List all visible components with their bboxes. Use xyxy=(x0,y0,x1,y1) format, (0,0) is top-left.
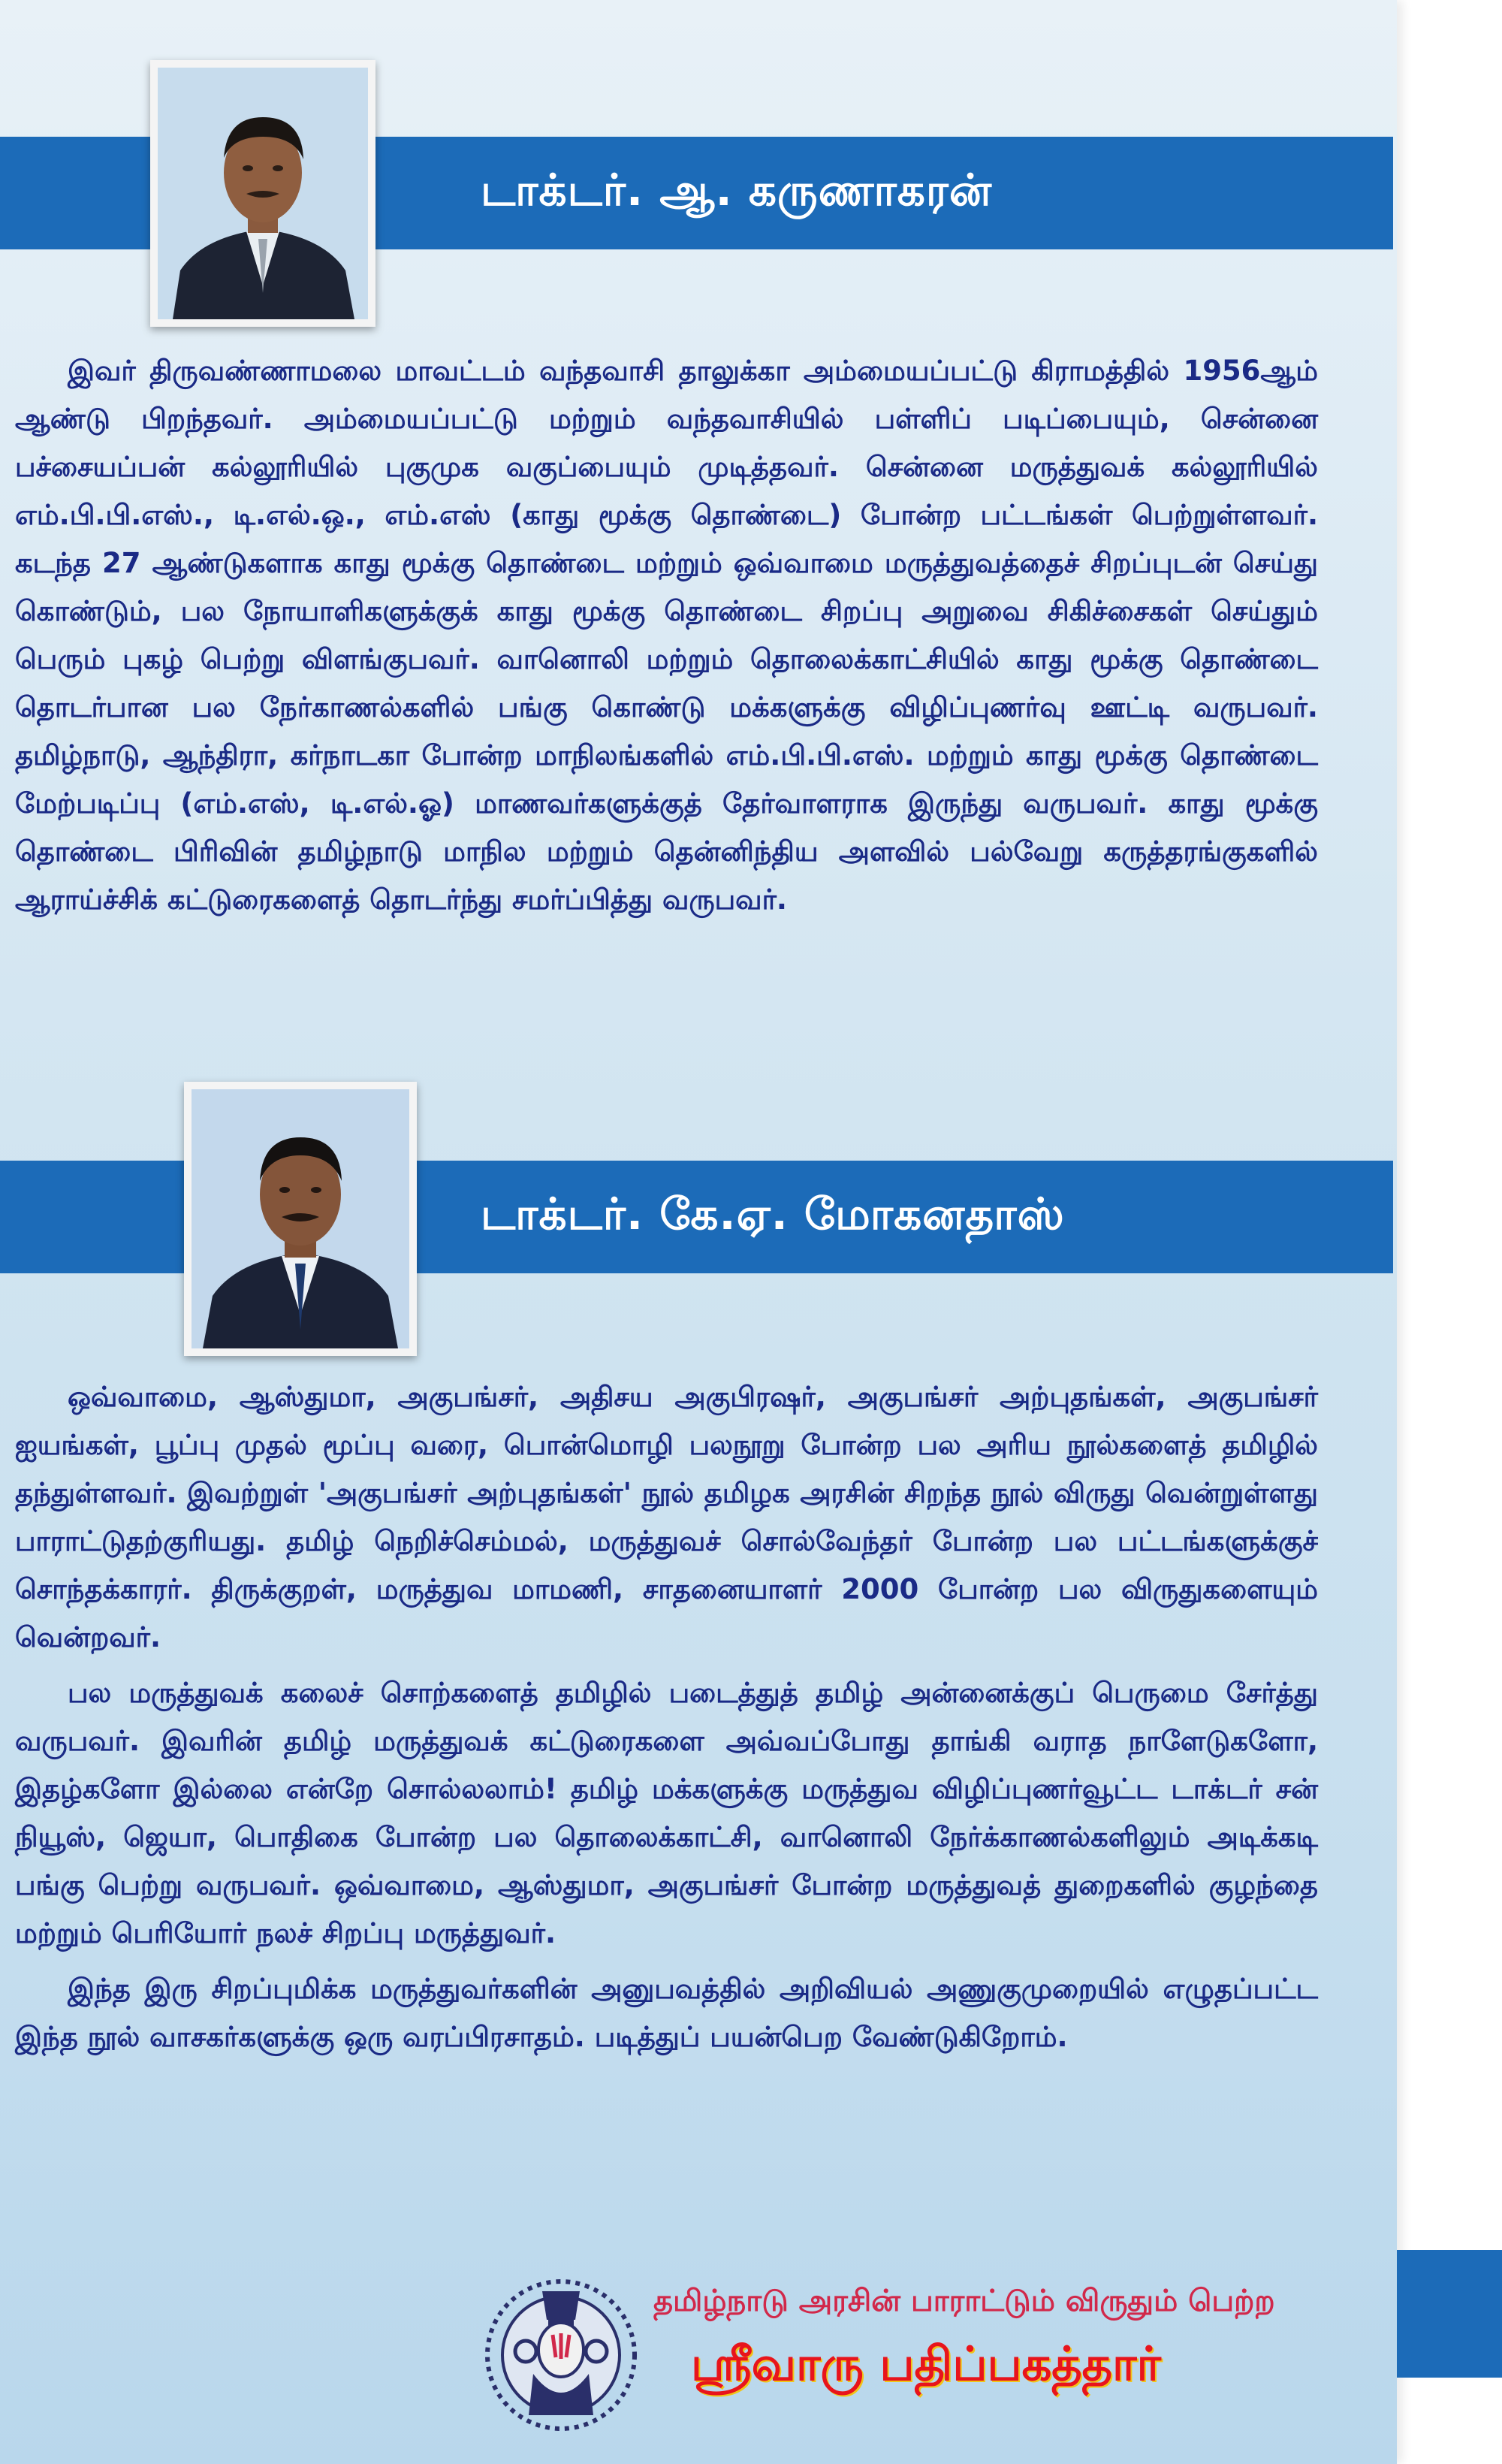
author2-bio-p1: ஒவ்வாமை, ஆஸ்துமா, அகுபங்சர், அதிசய அகுபிரஷர், அகுபங்சர் அற்புதங்கள், அகுபங்சர் ஐயங்கள், பூப்பு முதல் மூப்பு வரை, பொன்மொழி பலநூறு போன்ற பல அரிய நூல்களைத் தமிழில் தந்துள்ளவர். இவற்றுள் 'அகுபங்சர் அற்புதங்கள்' நூல் தமிழக அரசின் சிறந்த நூல் விருது வென்றுள்ளது பாராட்டுதற்குரியது. தமிழ் நெறிச்செம்மல், மருத்துவச் சொல்வேந்தர் போன்ற பல பட்டங்களுக்குச் சொந்தக்காரர். திருக்குறள், மருத்துவ மாமணி, சாதனையாளர் 2000 போன்ற பல விருதுகளையும் வென்றவர். xyxy=(15,1381,1318,1653)
author1-bio xyxy=(15,347,1318,932)
author2-bio xyxy=(15,1373,1318,2069)
spine-strip xyxy=(1397,2250,1502,2378)
author2-name: டாக்டர். கே.ஏ. மோகனதாஸ் xyxy=(481,1188,1065,1240)
author2-bio-p2: பல மருத்துவக் கலைச் சொற்களைத் தமிழில் படைத்துத் தமிழ் அன்னைக்குப் பெருமை சேர்த்து வருபவர். இவரின் தமிழ் மருத்துவக் கட்டுரைகளை அவ்வப்போது தாங்கி வராத நாளேடுகளோ, இதழ்களோ இல்லை என்றே சொல்லலாம்! தமிழ் மக்களுக்கு மருத்துவ விழிப்புணர்வூட்ட டாக்டர் சன் நியூஸ், ஜெயா, பொதிகை போன்ற பல தொலைக்காட்சி, வானொலி நேர்க்காணல்களிலும் அடிக்கடி பங்கு பெற்று வருபவர். ஒவ்வாமை, ஆஸ்துமா, அகுபங்சர் போன்ற மருத்துவத் துறைகளில் குழந்தை மற்றும் பெரியோர் நலச் சிறப்பு மருத்துவர். xyxy=(15,1677,1318,1949)
author2-photo xyxy=(184,1082,417,1356)
author1-photo xyxy=(150,60,376,327)
publisher-name: ஸ்ரீவாரு பதிப்பகத்தார் xyxy=(691,2336,1161,2391)
publisher-emblem xyxy=(481,2261,642,2434)
publisher-tagline: தமிழ்நாடு அரசின் பாராட்டும் விருதும் பெற்ற xyxy=(653,2284,1275,2318)
author1-bio-text: இவர் திருவண்ணாமலை மாவட்டம் வந்தவாசி தாலுக்கா அம்மையப்பட்டு கிராமத்தில் 1956ஆம் ஆண்டு பிறந்தவர். அம்மையப்பட்டு மற்றும் வந்தவாசியில் பள்ளிப் படிப்பையும், சென்னை பச்சையப்பன் கல்லூரியில் புகுமுக வகுப்பையும் முடித்தவர். சென்னை மருத்துவக் கல்லூரியில் எம்.பி.பி.எஸ்., டி.எல்.ஒ., எம்.எஸ் (காது மூக்கு தொண்டை) போன்ற பட்டங்கள் பெற்றுள்ளவர். கடந்த 27 ஆண்டுகளாக காது மூக்கு தொண்டை மற்றும் ஒவ்வாமை மருத்துவத்தைச் சிறப்புடன் செய்து கொண்டும், பல நோயாளிகளுக்குக் காது மூக்கு தொண்டை சிறப்பு அறுவை சிகிச்சைகள் செய்தும் பெரும் புகழ் பெற்று விளங்குபவர். வானொலி மற்றும் தொலைக்காட்சியில் காது மூக்கு தொண்டை தொடர்பான பல நேர்காணல்களில் பங்கு கொண்டு மக்களுக்கு விழிப்புணர்வு ஊட்டி வருபவர். தமிழ்நாடு, ஆந்திரா, கர்நாடகா போன்ற மாநிலங்களில் எம்.பி.பி.எஸ். மற்றும் காது மூக்கு தொண்டை மேற்படிப்பு (எம்.எஸ், டி.எல்.ஓ) மாணவர்களுக்குத் தேர்வாளராக இருந்து வருபவர். காது மூக்கு தொண்டை பிரிவின் தமிழ்நாடு மாநில மற்றும் தென்னிந்திய அளவில் பல்வேறு கருத்தரங்குகளில் ஆராய்ச்சிக் கட்டுரைகளைத் தொடர்ந்து சமர்ப்பித்து வருபவர். xyxy=(15,355,1318,916)
portrait-icon xyxy=(192,1089,409,1348)
author1-name: டாக்டர். ஆ. கருணாகரன் xyxy=(481,165,993,216)
deity-emblem-icon xyxy=(481,2261,642,2434)
portrait-icon xyxy=(158,68,368,319)
author2-bio-p3: இந்த இரு சிறப்புமிக்க மருத்துவர்களின் அனுபவத்தில் அறிவியல் அணுகுமுறையில் எழுதப்பட்ட இந்த நூல் வாசகர்களுக்கு ஒரு வரப்பிரசாதம். படித்துப் பயன்பெற வேண்டுகிறோம். xyxy=(15,1973,1318,2053)
